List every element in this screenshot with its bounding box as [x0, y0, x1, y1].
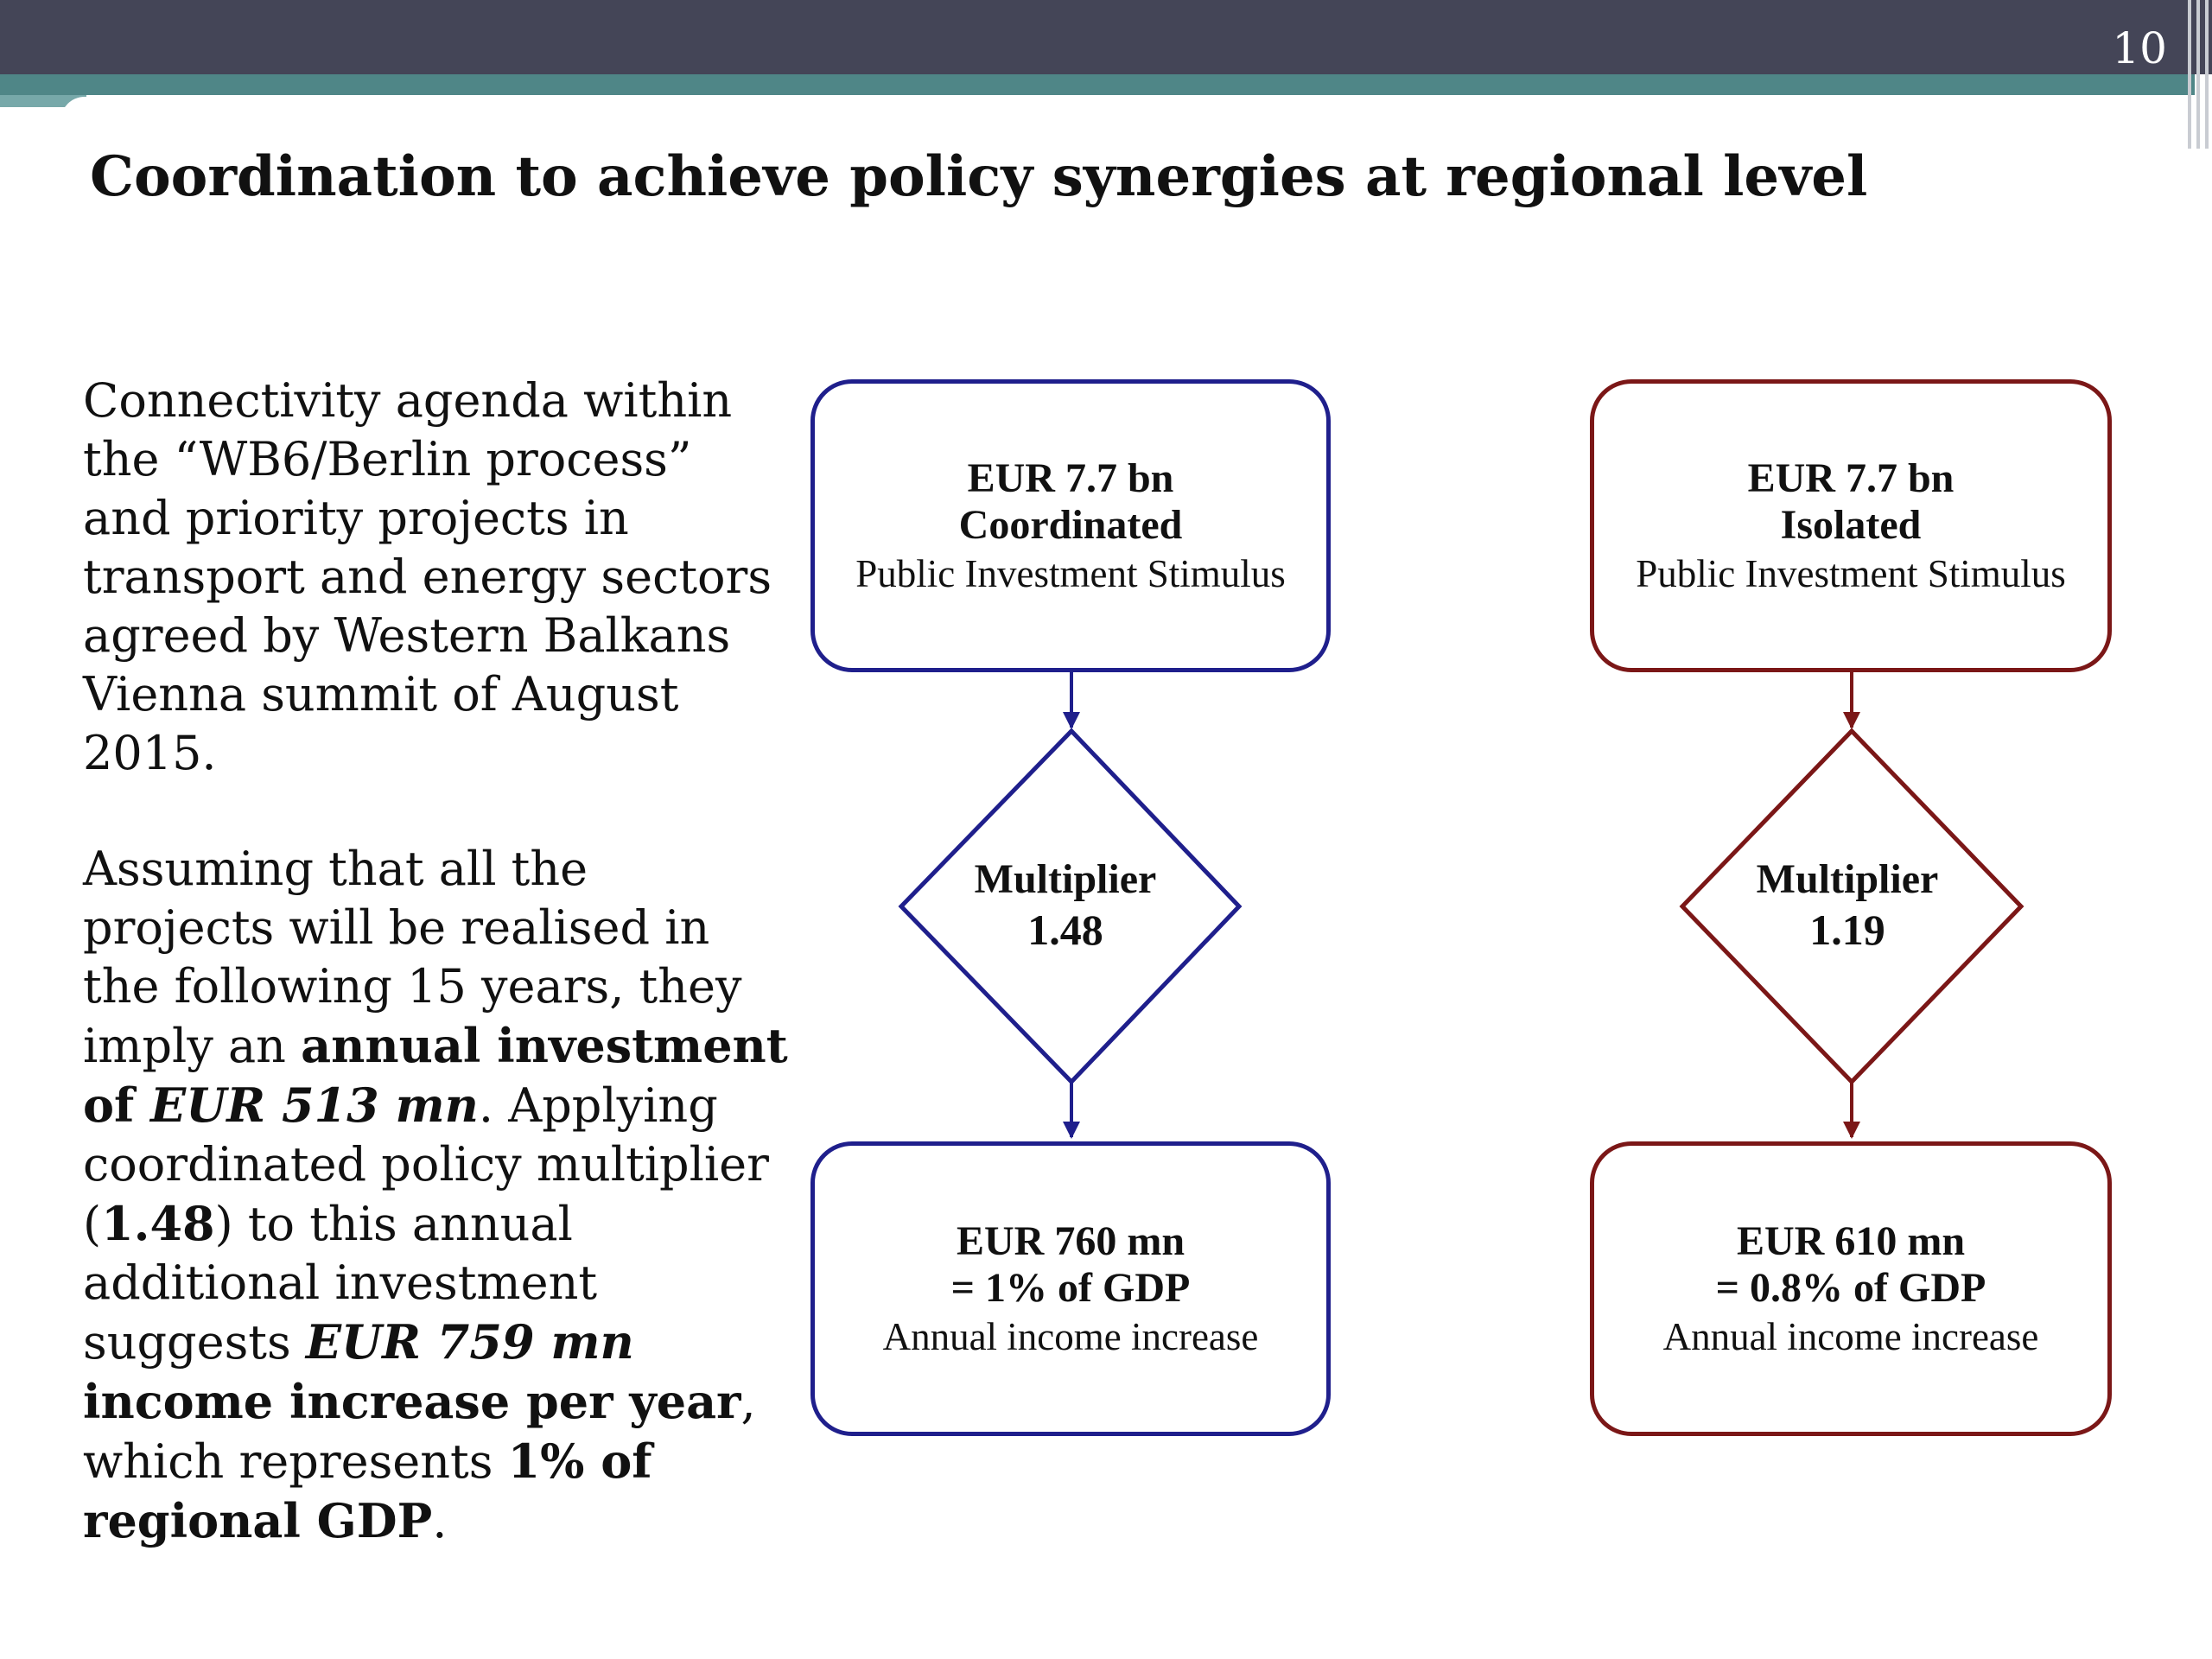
result-description: Annual income increase [1662, 1314, 2039, 1358]
result-box-isolated [1590, 1141, 2112, 1436]
slide-title: Coordination to achieve policy synergies at regional level [90, 144, 1868, 209]
text-run: ) to this annual additional investment suggests [83, 1197, 598, 1370]
result-box-coordinated [810, 1141, 1331, 1436]
result-amount: EUR 610 mn [1736, 1217, 1966, 1264]
multiplier-value: 1.19 [1809, 906, 1885, 954]
stimulus-box-isolated [1590, 379, 2112, 672]
stimulus-amount: EUR 7.7 bn [967, 454, 1174, 501]
result-amount: EUR 760 mn [956, 1217, 1185, 1264]
text-run: , which represents [83, 1375, 756, 1489]
multiplier-title: Multiplier [1756, 856, 1939, 902]
slide-number: 10 [2112, 23, 2167, 73]
text-run-bold: annual investment of [83, 1018, 788, 1133]
multiplier-label-coordinated [936, 855, 1195, 956]
text-run-bold-italic: EUR 759 mn [305, 1314, 634, 1370]
text-run-bold-italic: EUR 513 mn [150, 1077, 479, 1133]
text-run: . [432, 1494, 448, 1548]
result-description: Annual income increase [882, 1314, 1259, 1358]
multiplier-title: Multiplier [974, 856, 1157, 902]
text-run: Assuming that all the projects will be realised in the following 15 years, they imply an [83, 842, 742, 1073]
multiplier-label-isolated [1718, 855, 1977, 956]
stimulus-type: Isolated [1780, 501, 1922, 548]
text-run-bold: 1% of regional GDP [83, 1433, 652, 1548]
stimulus-description: Public Investment Stimulus [1636, 551, 2066, 595]
result-gdp-share: = 0.8% of GDP [1715, 1264, 1986, 1311]
text-run-bold: income increase per year [83, 1374, 741, 1429]
multiplier-value: 1.48 [1027, 906, 1103, 954]
stimulus-box-coordinated [810, 379, 1331, 672]
text-run-bold: 1.48 [101, 1196, 215, 1251]
stimulus-amount: EUR 7.7 bn [1747, 454, 1955, 501]
result-gdp-share: = 1% of GDP [950, 1264, 1191, 1311]
text-run: . Applying coordinated policy multiplier ( [83, 1078, 769, 1251]
paragraph-connectivity: Connectivity agenda within the “WB6/Berlin process” and priority projects in transport and energy sectors agreed by Western Balkans Vienna summit of August 2015. [83, 373, 772, 780]
stimulus-type: Coordinated [958, 501, 1183, 548]
stimulus-description: Public Investment Stimulus [855, 551, 1286, 595]
